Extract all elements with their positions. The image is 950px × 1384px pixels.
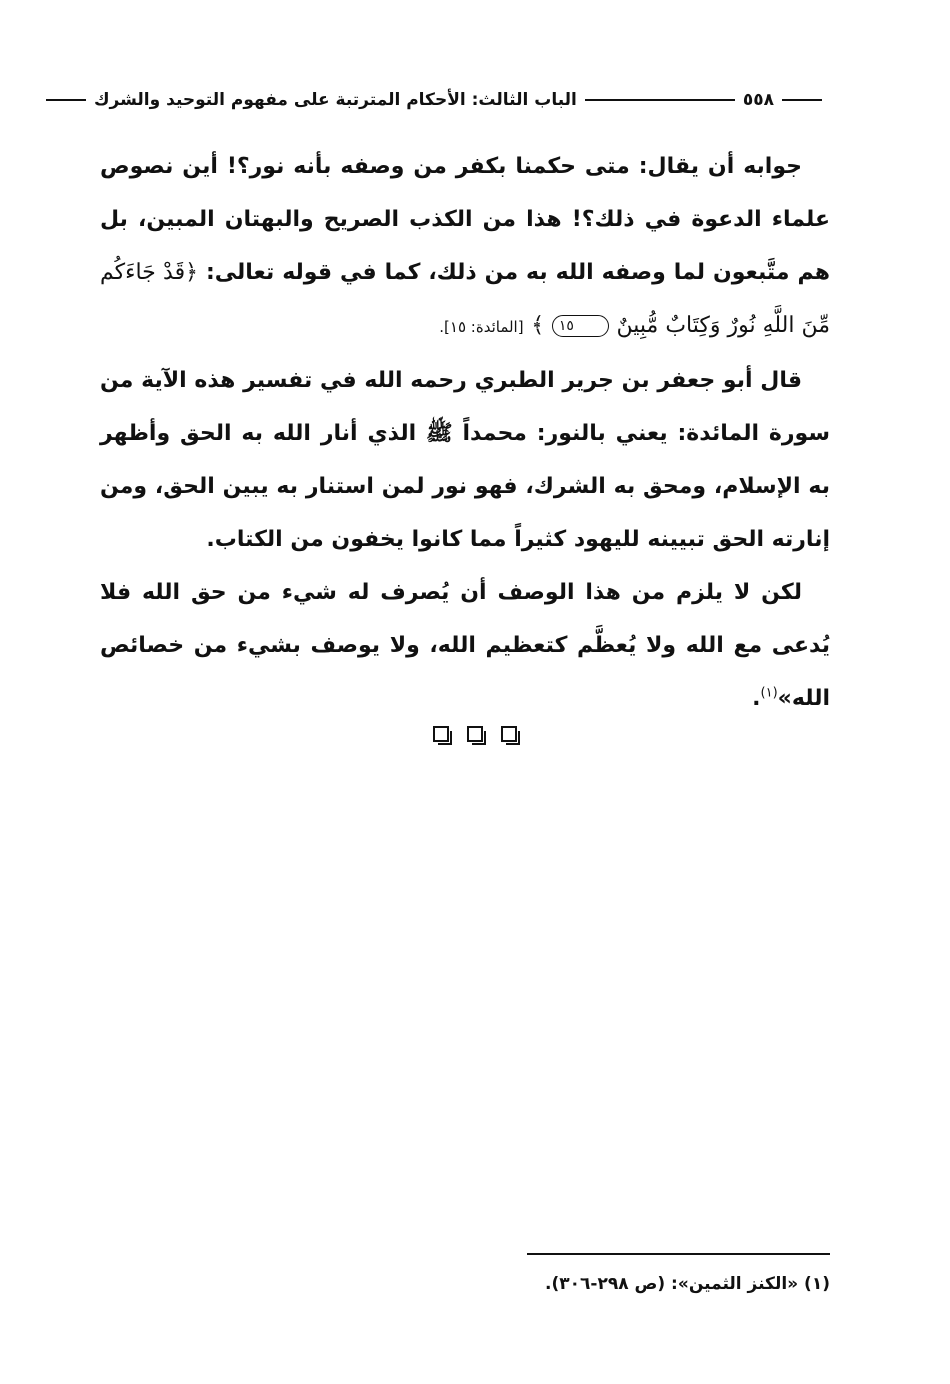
paragraph-3-text: لكن لا يلزم من هذا الوصف أن يُصرف له شيء من حق الله فلا يُدعى مع الله ولا يُعظَّم كتعظيم الله، ولا يوصف بشيء من خصائص الله» (100, 580, 830, 711)
paragraph-3-end: . (752, 686, 761, 711)
verse-reference: [المائدة: ١٥]. (439, 318, 524, 336)
section-separator (0, 726, 950, 742)
header-rule-end (46, 99, 86, 101)
header-rule-middle (585, 99, 735, 101)
chapter-title: الباب الثالث: الأحكام المترتبة على مفهوم التوحيد والشرك (93, 90, 577, 110)
quran-verse: ﴿قَدْ جَاءَكُم مِّنَ اللَّهِ نُورٌ وَكِتَابٌ مُّبِينٌ (100, 260, 830, 338)
paragraph-3 (100, 566, 830, 725)
footnote: (١) «الكنز الثمين»: (ص ٢٩٨-٣٠٦). (545, 1274, 830, 1294)
page-number: ٥٥٨ (742, 90, 774, 110)
separator-box-icon (433, 726, 449, 742)
separator-box-icon (501, 726, 517, 742)
quran-close-bracket: ﴾ (531, 313, 545, 338)
paragraph-1 (100, 140, 830, 354)
paragraph-2: قال أبو جعفر بن جرير الطبري رحمه الله في تفسير هذه الآية من سورة المائدة: يعني بالنور: محمداً ﷺ الذي أنار الله به الحق وأظهر به الإسلام، ومحق به الشرك، فهو نور لمن استنار به يبين الحق، ومن إنارته الحق تبيينه لليهود كثيراً مما كانوا يخفون من الكتاب. (100, 368, 830, 552)
footnote-divider (527, 1253, 830, 1255)
running-header (93, 84, 830, 116)
paragraph-1-text: جوابه أن يقال: متى حكمنا بكفر من وصفه بأنه نور؟! أين نصوص علماء الدعوة في ذلك؟! هذا من الكذب الصريح والبهتان المبين، بل هم متَّبعون لما وصفه الله به من ذلك، كما في قوله تعالى: (100, 154, 830, 285)
header-rule-start (782, 99, 822, 101)
footnote-marker: (١) (760, 685, 778, 701)
separator-box-icon (467, 726, 483, 742)
main-text (100, 140, 830, 725)
ayah-number-mark: ١٥ (552, 315, 609, 337)
